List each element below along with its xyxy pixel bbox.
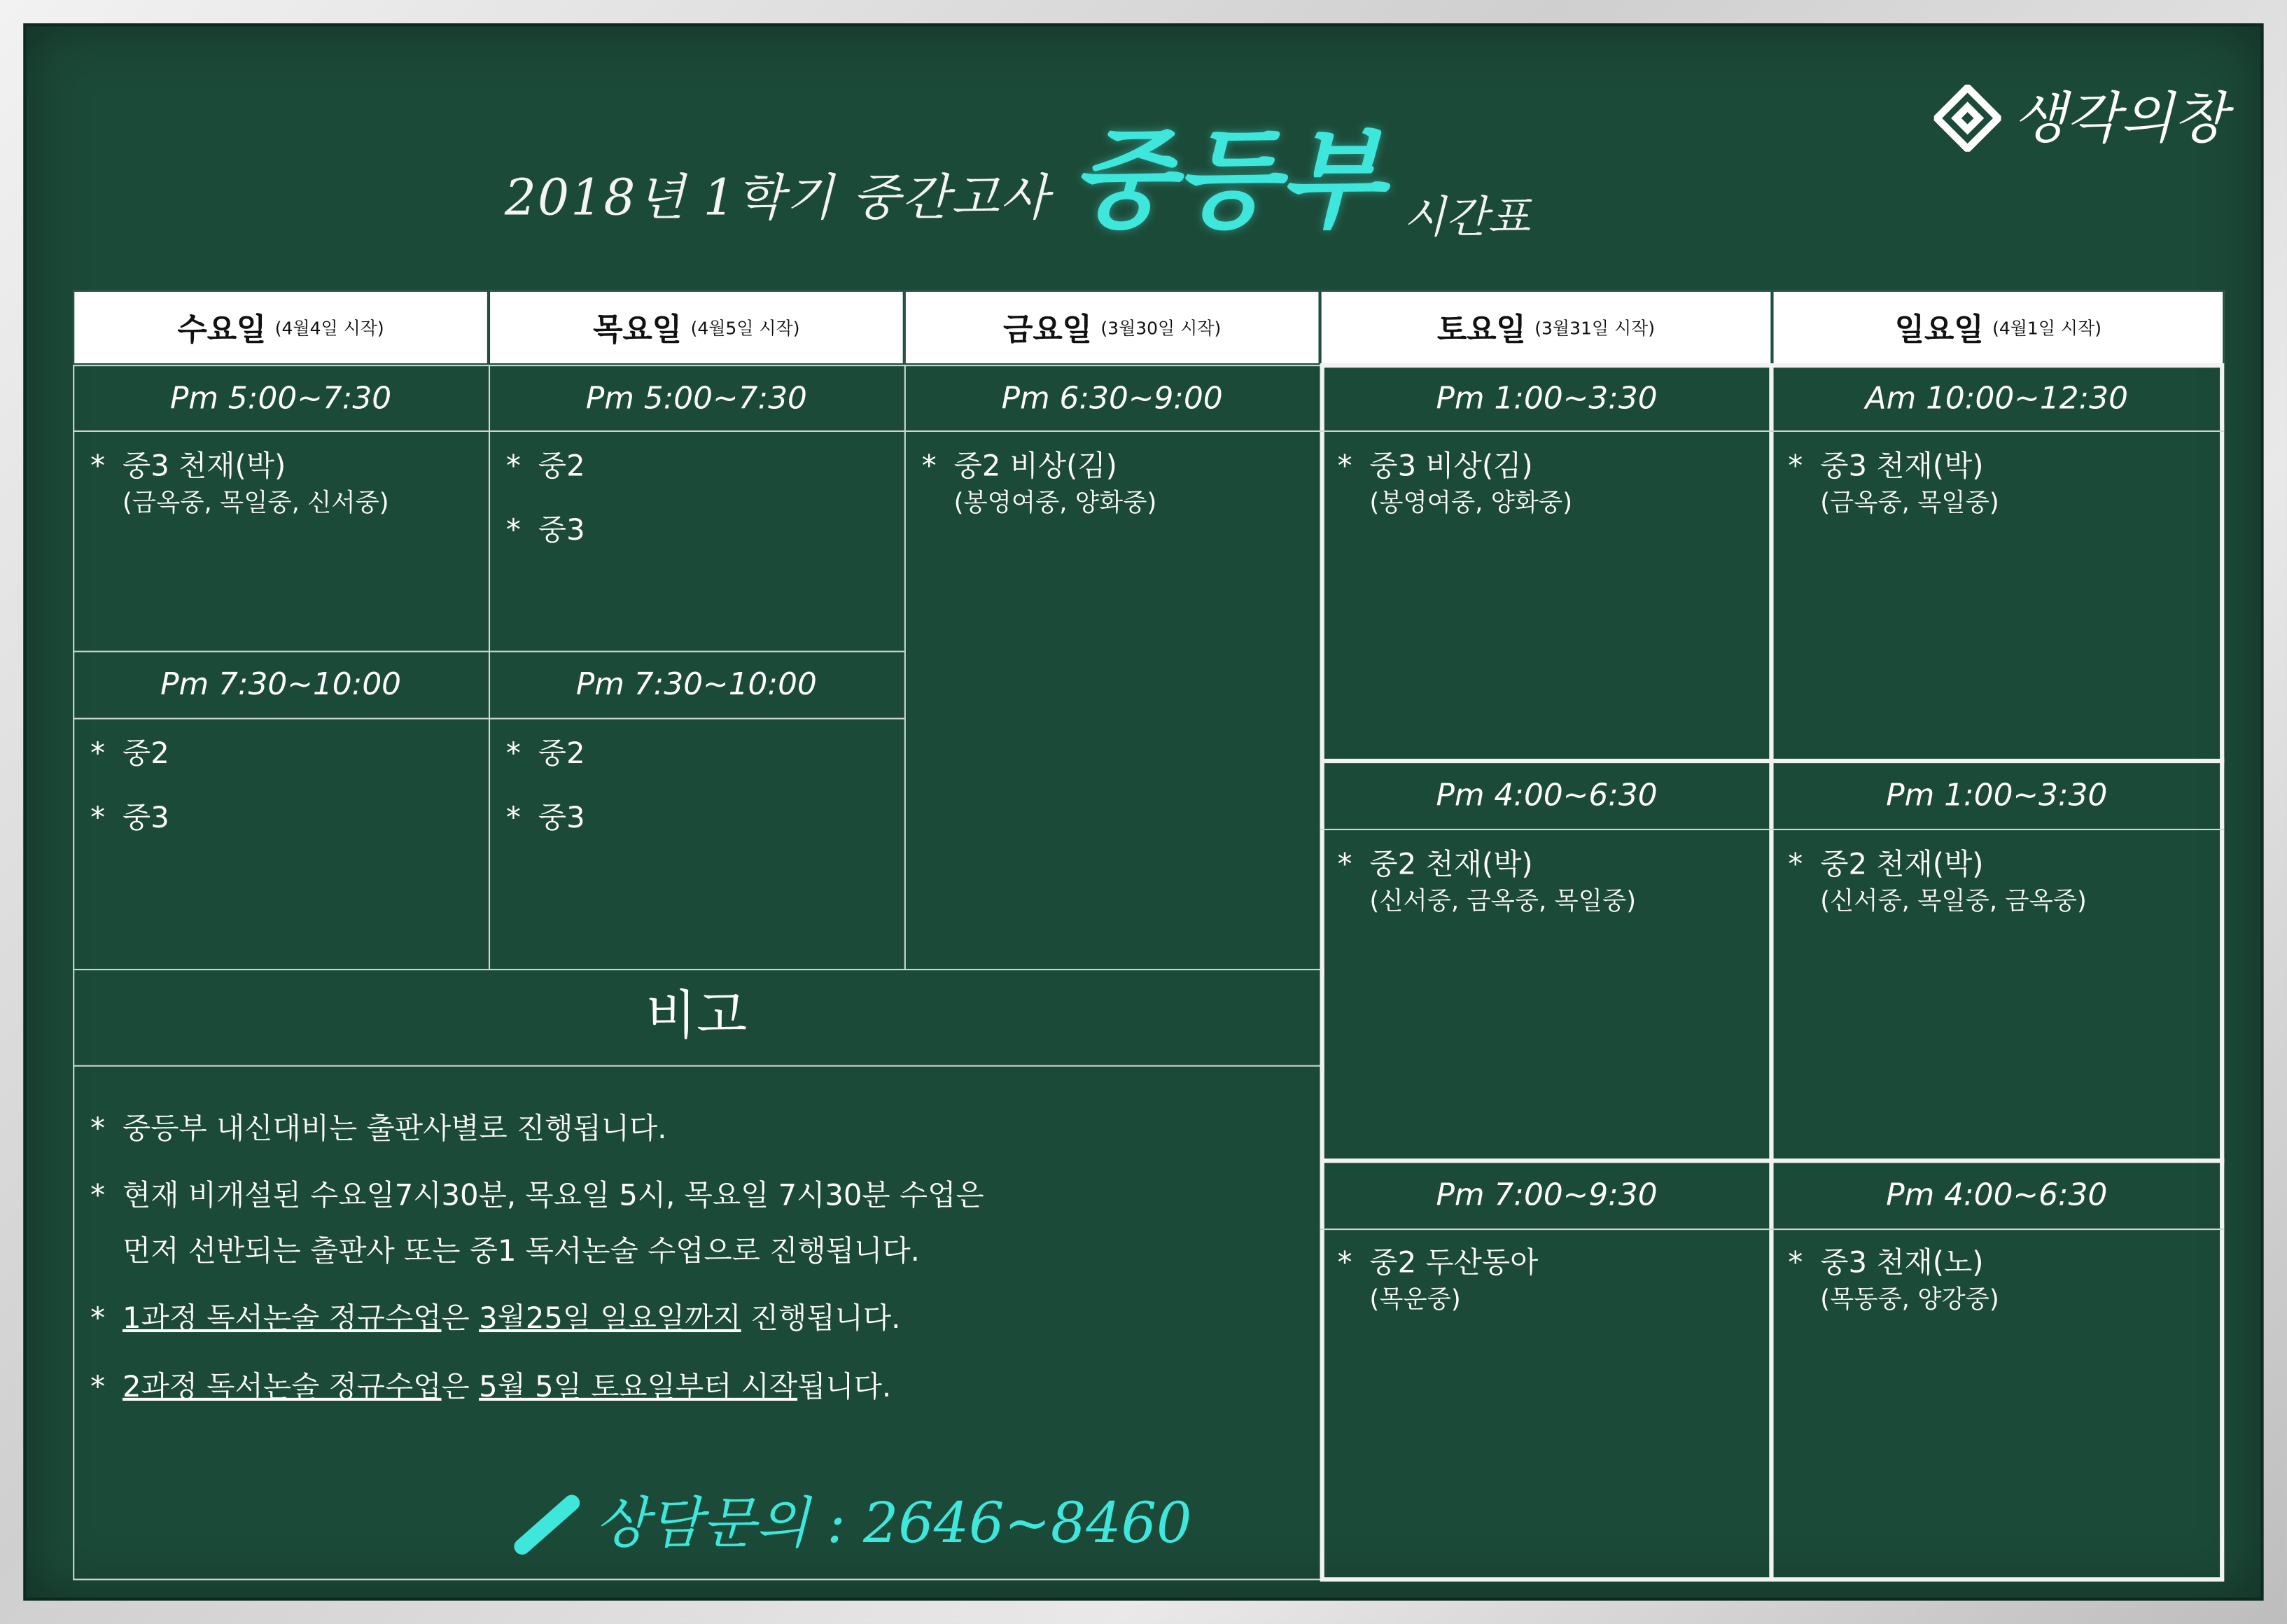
brand-logo bbox=[1934, 85, 2227, 152]
bullet-star: * bbox=[1337, 447, 1352, 483]
class-name: 중2 bbox=[538, 735, 585, 771]
note-underlined: 3월25일 일요일까지 bbox=[479, 1300, 741, 1336]
bullet-star: * bbox=[90, 1300, 106, 1336]
title-prefix: 2018년 1학기 중간고사 bbox=[504, 169, 1050, 228]
day-start-note: (4월1일 시작) bbox=[1992, 318, 2101, 339]
bullet-star: * bbox=[505, 799, 521, 835]
day-start-note: (3월31일 시작) bbox=[1534, 318, 1656, 339]
divider bbox=[73, 718, 904, 720]
class-entry bbox=[1338, 445, 1573, 521]
title-highlight: 중등부 bbox=[1070, 118, 1383, 244]
class-schools: (목동중, 양강중) bbox=[1820, 1285, 1999, 1315]
class-entry bbox=[506, 445, 585, 486]
note-line bbox=[90, 1107, 666, 1148]
note-line bbox=[90, 1297, 900, 1338]
note-line bbox=[90, 1175, 984, 1215]
note-text: 현재 비개설된 수요일7시30분, 목요일 5시, 목요일 7시30분 수업은 bbox=[123, 1177, 984, 1213]
class-name: 중3 천재(박) bbox=[1820, 447, 1984, 483]
header-wednesday bbox=[73, 290, 489, 365]
class-entry bbox=[506, 797, 585, 837]
divider bbox=[1320, 430, 2225, 432]
day-start-note: (4월4일 시작) bbox=[274, 318, 384, 339]
note-underlined: 1과정 독서논술 정규수업 bbox=[123, 1300, 442, 1336]
note-underlined: 5월 5일 토요일부터 시작 bbox=[479, 1368, 798, 1404]
note-text: 은 bbox=[441, 1300, 480, 1336]
bullet-star: * bbox=[505, 447, 521, 483]
class-name: 중3 천재(박) bbox=[123, 447, 286, 483]
day-name: 토요일 bbox=[1436, 312, 1526, 347]
header-friday bbox=[904, 290, 1320, 365]
time-slot-wed-1: Pm 5:00~7:30 bbox=[170, 381, 392, 416]
class-entry bbox=[1788, 1242, 1999, 1317]
class-schools: (봉영여중, 양화중) bbox=[1369, 489, 1573, 518]
class-name: 중2 천재(박) bbox=[1369, 846, 1533, 881]
bullet-star: * bbox=[505, 512, 521, 547]
class-entry bbox=[90, 797, 169, 837]
page-title bbox=[504, 118, 1530, 244]
class-entry bbox=[506, 509, 585, 550]
day-start-note: (3월30일 시작) bbox=[1100, 318, 1222, 339]
class-name: 중3 천재(노) bbox=[1820, 1244, 1984, 1280]
notes-title: 비고 bbox=[645, 986, 748, 1046]
time-slot-thu-2: Pm 7:30~10:00 bbox=[575, 666, 817, 702]
note-line bbox=[90, 1230, 920, 1270]
day-name: 일요일 bbox=[1894, 312, 1984, 347]
header-saturday bbox=[1320, 290, 1772, 365]
class-entry bbox=[90, 445, 389, 521]
class-entry bbox=[922, 445, 1157, 521]
class-entry bbox=[1338, 844, 1636, 919]
divider bbox=[904, 365, 906, 969]
divider bbox=[73, 1065, 1320, 1067]
title-suffix: 시간표 bbox=[1403, 192, 1530, 244]
chalk-pen-icon bbox=[513, 1491, 580, 1555]
class-name: 중2 비상(김) bbox=[953, 447, 1117, 483]
class-entry bbox=[1788, 844, 2086, 919]
time-slot-sun-1: Am 10:00~12:30 bbox=[1865, 381, 2128, 416]
day-start-note: (4월5일 시작) bbox=[690, 318, 800, 339]
brand-name: 생각의창 bbox=[2013, 85, 2227, 150]
bullet-star: * bbox=[505, 735, 521, 771]
note-text: 먼저 선반되는 출판사 또는 중1 독서논술 수업으로 진행됩니다. bbox=[123, 1233, 920, 1268]
time-slot-sat-3: Pm 7:00~9:30 bbox=[1436, 1177, 1658, 1213]
time-slot-wed-2: Pm 7:30~10:00 bbox=[160, 666, 402, 702]
time-slot-sat-2: Pm 4:00~6:30 bbox=[1436, 777, 1658, 813]
day-name: 금요일 bbox=[1003, 312, 1092, 347]
time-slot-sun-3: Pm 4:00~6:30 bbox=[1886, 1177, 2108, 1213]
note-text: 진행됩니다. bbox=[741, 1300, 901, 1336]
day-name: 수요일 bbox=[177, 312, 267, 347]
bullet-star: * bbox=[921, 447, 937, 483]
note-text: 중등부 내신대비는 출판사별로 진행됩니다. bbox=[123, 1110, 667, 1146]
class-entry bbox=[1788, 445, 1999, 521]
time-slot-sun-2: Pm 1:00~3:30 bbox=[1886, 777, 2108, 813]
contact-info bbox=[513, 1491, 1191, 1555]
class-name: 중2 천재(박) bbox=[1820, 846, 1984, 881]
class-schools: (금옥중, 목일중, 신서중) bbox=[123, 489, 389, 518]
bullet-star: * bbox=[90, 799, 106, 835]
note-line bbox=[90, 1366, 891, 1406]
class-entry bbox=[1338, 1242, 1539, 1317]
header-sunday bbox=[1772, 290, 2224, 365]
bullet-star: * bbox=[1788, 447, 1803, 483]
note-underlined: 2과정 독서논술 정규수업 bbox=[123, 1368, 442, 1404]
class-name: 중3 bbox=[123, 799, 169, 835]
bullet-star: * bbox=[90, 1368, 106, 1404]
note-text: 은 bbox=[441, 1368, 480, 1404]
time-slot-fri-1: Pm 6:30~9:00 bbox=[1001, 381, 1223, 416]
class-name: 중2 bbox=[538, 447, 585, 483]
time-slot-thu-1: Pm 5:00~7:30 bbox=[585, 381, 807, 416]
class-name: 중2 두산동아 bbox=[1369, 1244, 1539, 1280]
class-name: 중2 bbox=[123, 735, 169, 771]
contact-text: 상담문의 : 2646~8460 bbox=[595, 1491, 1192, 1555]
class-schools: (봉영여중, 양화중) bbox=[953, 489, 1157, 518]
class-name: 중3 bbox=[538, 512, 585, 547]
bullet-star: * bbox=[1337, 846, 1352, 881]
divider bbox=[1769, 363, 1773, 1581]
bullet-star: * bbox=[90, 735, 106, 771]
time-slot-sat-1: Pm 1:00~3:30 bbox=[1436, 381, 1658, 416]
class-name: 중3 비상(김) bbox=[1369, 447, 1533, 483]
header-thursday bbox=[489, 290, 904, 365]
class-schools: (신서중, 목일중, 금옥중) bbox=[1820, 887, 2087, 917]
divider bbox=[1320, 829, 2225, 830]
bullet-star: * bbox=[90, 1110, 106, 1146]
diamond-logo-icon bbox=[1934, 85, 2001, 152]
bullet-star: * bbox=[1337, 1244, 1352, 1280]
day-name: 목요일 bbox=[593, 312, 683, 347]
class-entry bbox=[506, 732, 585, 773]
class-schools: (금옥중, 목일중) bbox=[1820, 489, 1999, 518]
class-schools: (신서중, 금옥중, 목일중) bbox=[1369, 887, 1637, 917]
class-entry bbox=[90, 732, 169, 773]
class-schools: (목운중) bbox=[1369, 1285, 1461, 1315]
divider bbox=[73, 430, 1320, 432]
bullet-star: * bbox=[90, 447, 106, 483]
bullet-star: * bbox=[90, 1177, 106, 1213]
class-name: 중3 bbox=[538, 799, 585, 835]
note-text: 됩니다. bbox=[797, 1368, 892, 1404]
bullet-star: * bbox=[1788, 846, 1803, 881]
bullet-star: * bbox=[1788, 1244, 1803, 1280]
divider bbox=[1320, 1228, 2225, 1230]
